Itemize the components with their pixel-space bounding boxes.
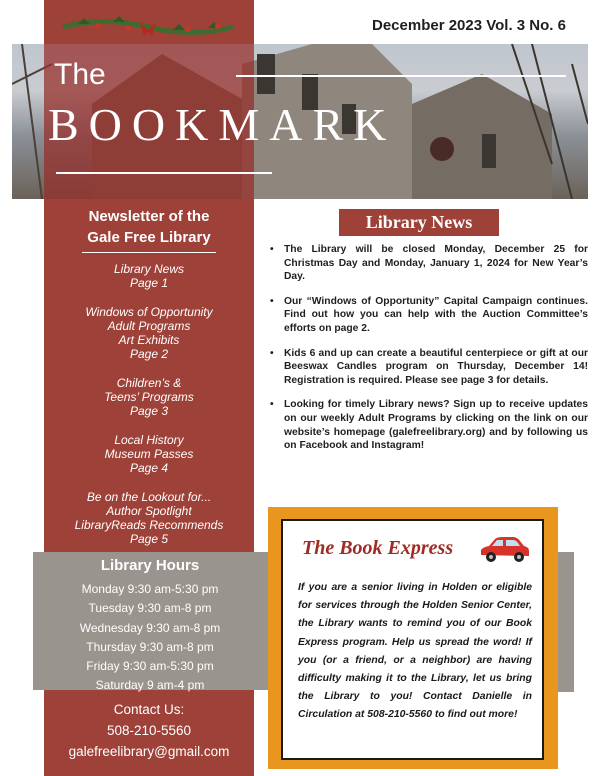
toc-group — [44, 262, 254, 290]
bullet-icon: • — [270, 347, 274, 359]
contact-phone: 508-210-5560 — [106, 723, 192, 738]
news-text: Looking for timely Library news? Sign up to receive updates on our weekly Adult Programs by clicking on the link on our website’s homepage (galefreelibrary.org) and by following us on Facebook and Instagram! — [284, 399, 588, 452]
toc-line: Windows of Opportunity — [85, 305, 213, 319]
toc-line: Adult Programs — [107, 319, 191, 333]
hours-row: Thursday 9:30 am-8 pm — [86, 639, 214, 654]
toc-line: Children’s & — [116, 376, 182, 390]
toc-group — [44, 490, 254, 546]
toc-line: Museum Passes — [104, 447, 194, 461]
hours-row: Tuesday 9:30 am-8 pm — [88, 601, 212, 616]
toc-line: Author Spotlight — [106, 504, 192, 518]
toc-line: Be on the Lookout for... — [86, 490, 212, 504]
newsletter-title — [44, 206, 254, 248]
masthead-title: BOOKMARK — [48, 99, 397, 150]
hours-title: Library Hours — [100, 557, 200, 574]
masthead-the: The — [54, 58, 106, 91]
contact-email: galefreelibrary@gmail.com — [68, 744, 230, 759]
toc-line: Library News — [113, 262, 185, 276]
hours-list — [44, 580, 256, 696]
bullet-icon: • — [270, 399, 274, 411]
library-news-heading: Library News — [339, 209, 499, 236]
news-text: The Library will be closed Monday, December 25 for Christmas Day and Monday, January 1, 2024 for New Year’s Day. — [284, 244, 588, 283]
contact-label: Contact Us: — [113, 702, 185, 717]
bullet-icon: • — [270, 244, 274, 255]
news-item — [270, 347, 588, 388]
issue-info: December 2023 Vol. 3 No. 6 — [372, 17, 566, 34]
toc-line: Teens’ Programs — [104, 390, 194, 404]
contact-block — [44, 699, 254, 762]
hours-row: Monday 9:30 am-5:30 pm — [81, 582, 219, 596]
toc-page: Page 2 — [129, 347, 169, 361]
hours-row: Friday 9:30 am-5:30 pm — [86, 659, 214, 674]
toc-line: Local History — [114, 433, 184, 447]
book-express-title: The Book Express — [302, 537, 454, 559]
toc-group — [44, 433, 254, 475]
red-car-icon — [477, 535, 531, 565]
news-text: Kids 6 and up can create a beautiful centerpiece or gift at our Beeswax Candles program on Thursday, December 14! Registration is required. Please see page 3 for details. — [284, 347, 588, 386]
toc-line: LibraryReads Recommends — [74, 518, 224, 532]
news-item — [270, 243, 588, 284]
news-item — [270, 295, 588, 336]
news-list — [270, 243, 588, 464]
hours-row: Saturday 9 am-4 pm — [95, 678, 205, 693]
hours-row: Wednesday 9:30 am-8 pm — [79, 620, 221, 635]
newsletter-title-line: Gale Free Library — [87, 229, 211, 246]
banner-rule-bottom — [56, 172, 272, 174]
toc-page: Page 3 — [129, 404, 169, 418]
newsletter-title-line: Newsletter of the — [88, 208, 210, 225]
table-of-contents — [44, 262, 254, 561]
holly-garland-icon — [58, 12, 238, 42]
toc-line: Art Exhibits — [118, 333, 180, 347]
toc-page: Page 1 — [129, 276, 169, 290]
book-express-text: If you are a senior living in Holden or eligible for services through the Holden Senior Center, the Library wants to remind you of our Book Express program. Help us spread the word! If you (or a friend, or a neighbor) are having difficulty making it to the Library, let us bring the Library to you! Contact Danielle in Circulation at 508-210-5560 to find out more! — [298, 582, 532, 721]
news-text: Our “Windows of Opportunity” Capital Campaign continues. Find out how you can help with the Auction Committee’s efforts on page 2. — [284, 295, 588, 334]
toc-group — [44, 376, 254, 418]
toc-page: Page 5 — [129, 532, 169, 546]
newsletter-divider — [82, 252, 216, 253]
bullet-icon: • — [270, 295, 274, 307]
banner-rule-top — [236, 75, 566, 77]
toc-group — [44, 305, 254, 361]
news-item — [270, 398, 588, 452]
toc-page: Page 4 — [129, 461, 169, 475]
